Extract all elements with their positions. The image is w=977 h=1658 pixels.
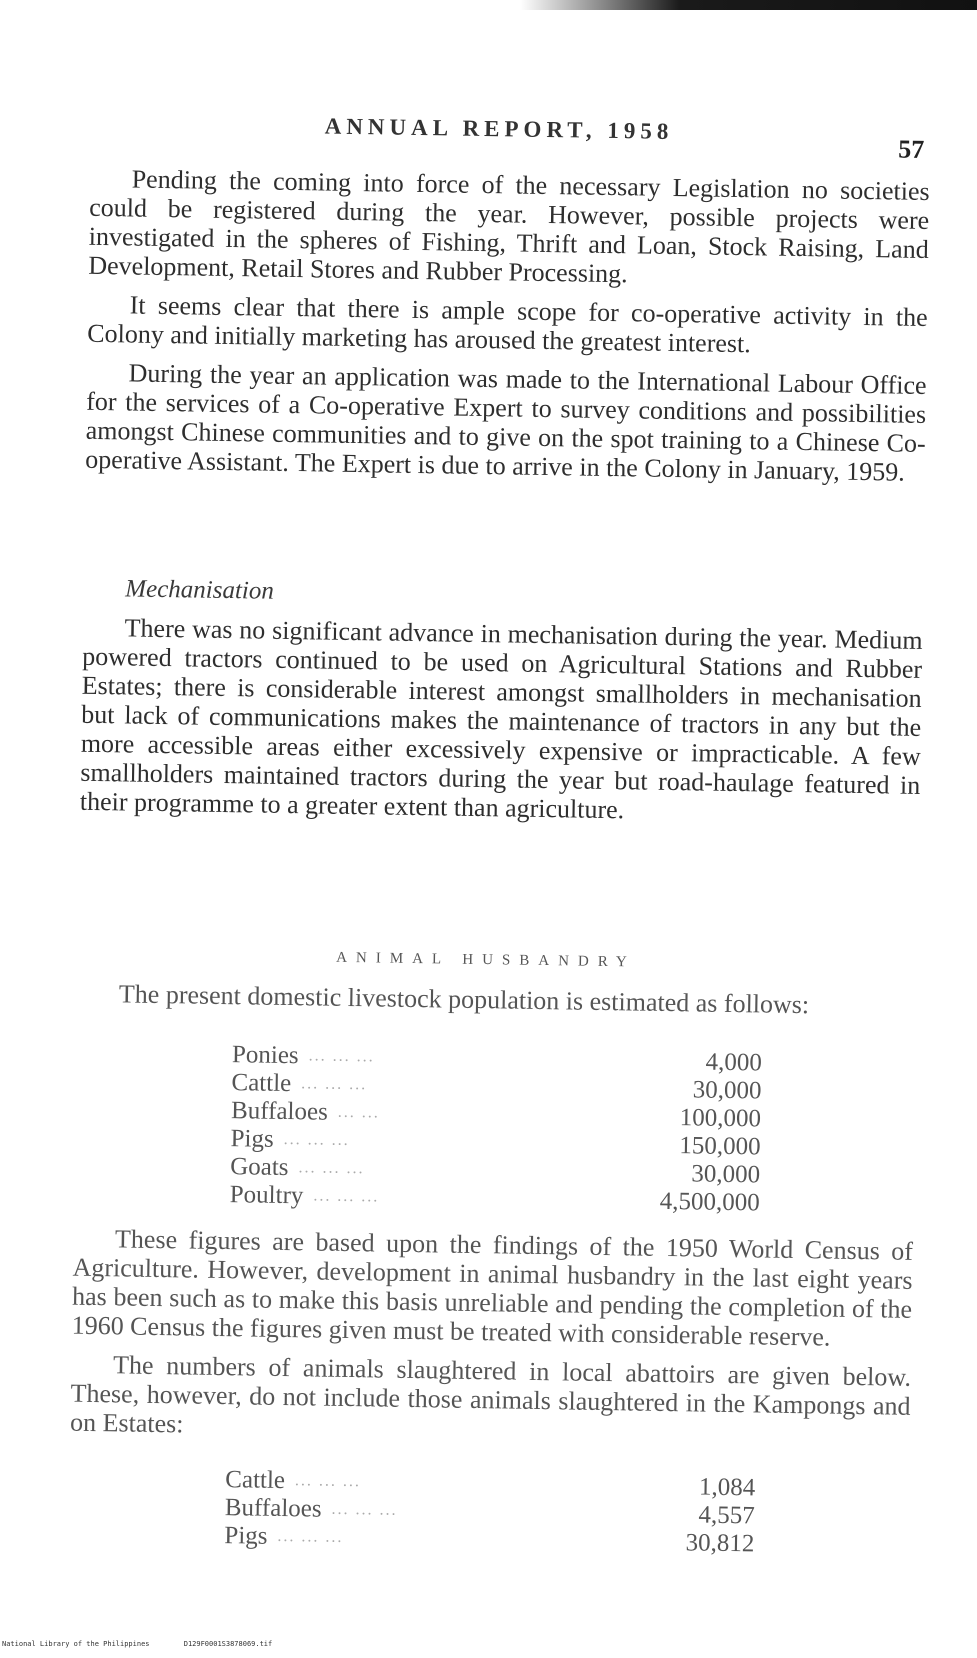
slaughter-name: Pigs (224, 1522, 268, 1550)
mechanisation-heading: Mechanisation (125, 575, 275, 605)
livestock-name: Cattle (231, 1069, 292, 1098)
leader-dots: ... ... ... (277, 1527, 344, 1546)
livestock-intro-section (77, 979, 918, 1031)
leader-dots: ... ... ... (294, 1472, 362, 1491)
leader-dots: ... ... ... (313, 1187, 380, 1206)
footer-file: D129F0001S3878069.tif (183, 1640, 273, 1648)
slaughter-value: 4,557 (698, 1501, 756, 1530)
slaughter-table (224, 1466, 755, 1558)
paragraph-ilo: During the year an application was made to the International Labour Office for the services of a Co-operative Expert to survey conditions and possibilities amongst Chinese communities and to give on the spot training to a Chinese Co-operative Assistant. The Expert is due to arrive in the Colony in January, 1959. (85, 358, 927, 487)
livestock-name: Poultry (229, 1181, 304, 1210)
slaughter-name: Buffaloes (224, 1494, 322, 1523)
paragraph-livestock-intro: The present domestic livestock population is estimated as follows: (118, 979, 810, 1020)
paragraph-legislation: Pending the coming into force of the necessary Legislation no societies could be registered during the year. However, possible projects were investigated in the spheres of Fishing, Thrift and Loan, Stock Raising, Land Development, Retail Stores and Rubber Processing. (88, 164, 930, 289)
leader-dots: ... ... ... (283, 1130, 350, 1149)
livestock-value: 30,000 (692, 1076, 762, 1105)
slaughter-name: Cattle (225, 1466, 286, 1495)
paragraph-scope: It seems clear that there is ample scope for co-operative activity in the Colony and initially marketing has aroused the greatest interest. (87, 290, 928, 359)
livestock-name: Ponies (231, 1041, 299, 1070)
slaughter-value: 1,084 (698, 1473, 756, 1502)
livestock-value: 4,500,000 (659, 1187, 760, 1217)
paragraph-census-note: These figures are based upon the findings of the 1950 World Census of Agriculture. However, development in animal husbandry in the last eight years has been such as to make this basis unreliable and pending the completion of the 1960 Census the figures given must be treated with considerable reserve. (71, 1224, 914, 1352)
leader-dots: ... ... ... (298, 1159, 365, 1178)
livestock-value: 30,000 (691, 1160, 761, 1189)
livestock-name: Goats (229, 1153, 289, 1182)
mechanisation-section (80, 574, 924, 839)
running-title: ANNUAL REPORT, 1958 (324, 113, 674, 144)
livestock-value: 150,000 (679, 1132, 761, 1161)
page-number: 57 (898, 134, 925, 164)
cooperative-section (85, 164, 930, 497)
slaughter-value: 30,812 (685, 1529, 755, 1558)
leader-dots: ... ... ... (331, 1500, 398, 1519)
leader-dots: ... ... (337, 1103, 380, 1122)
footer-library: National Library of the Philippines (2, 1640, 150, 1648)
census-section (70, 1224, 913, 1460)
paragraph-mechanisation: There was no significant advance in mechanisation during the year. Medium powered tractors continued to be used on Agricultural Stations and Rubber Estates; there is considerable interest amongst smallholders in mechanisation but lack of communications makes the maintenance of tractors in any but the more accessible areas either excessively expensive or impracticable. A few smallholders maintained tractors during the year but road-haulage featured in their programme to a greater extent than agriculture. (79, 613, 923, 825)
livestock-name: Buffaloes (230, 1097, 329, 1126)
leader-dots: ... ... ... (308, 1047, 375, 1066)
animal-husbandry-heading: ANIMAL HUSBANDRY (336, 949, 636, 971)
leader-dots: ... ... ... (301, 1075, 368, 1094)
livestock-value: 100,000 (679, 1104, 762, 1133)
livestock-value: 4,000 (705, 1048, 763, 1077)
livestock-name: Pigs (230, 1125, 274, 1153)
scan-footer (0, 1638, 977, 1650)
paragraph-slaughter-intro: The numbers of animals slaughtered in local abattoirs are given below. These, however, do not include those animals slaughtered in the Kampongs and on Estates: (69, 1350, 912, 1439)
livestock-table (230, 1041, 763, 1217)
